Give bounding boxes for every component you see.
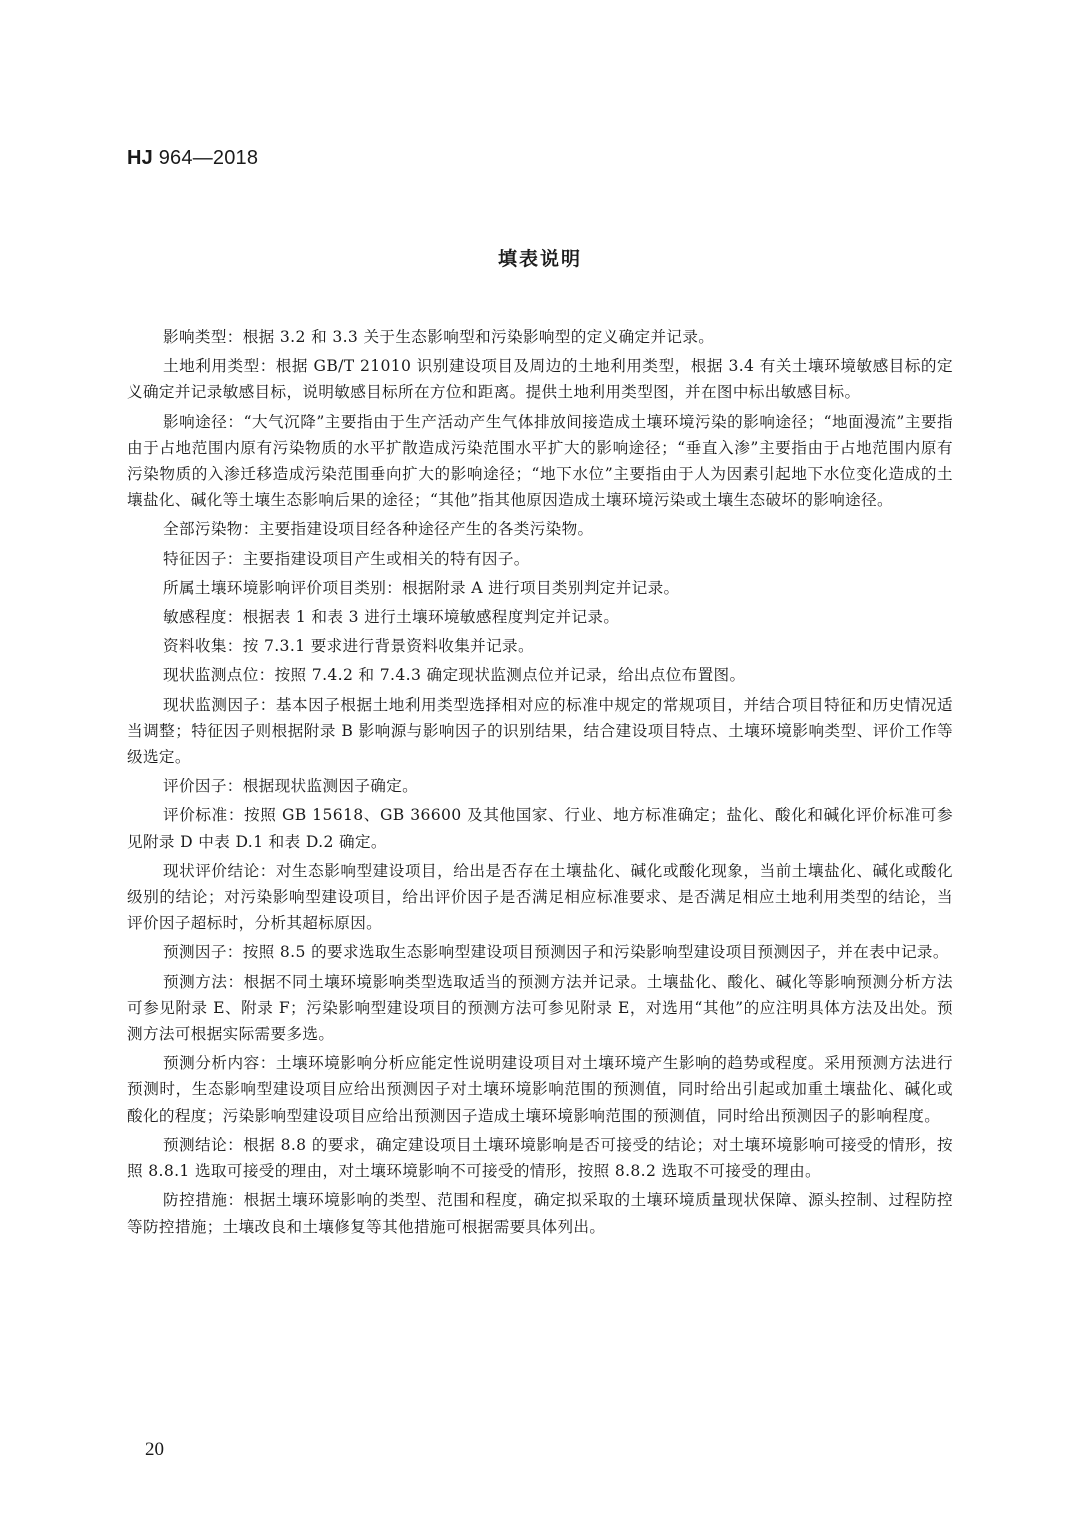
body-text (127, 324, 953, 1243)
paragraph-evaluation-standards: 评价标准：按照 GB 15618、GB 36600 及其他国家、行业、地方标准确定；盐化、酸化和碱化评价标准可参见附录 D 中表 D.1 和表 D.2 确定。 (127, 806, 953, 851)
standard-code: HJ (127, 147, 153, 169)
standard-number: 964—2018 (152, 147, 259, 169)
paragraph-status-conclusion: 现状评价结论：对生态影响型建设项目，给出是否存在土壤盐化、碱化或酸化现象，当前土壤盐化、碱化或酸化级别的结论；对污染影响型建设项目，给出评价因子是否满足相应标准要求、是否满足相应土地利用类型的结论，当评价因子超标时，分析其超标原因。 (127, 861, 953, 933)
paragraph-monitoring-points: 现状监测点位：按照 7.4.2 和 7.4.3 确定现状监测点位并记录，给出点位布置图。 (163, 666, 746, 685)
paragraph-impact-type: 影响类型：根据 3.2 和 3.3 关于生态影响型和污染影响型的定义确定并记录。 (163, 328, 715, 346)
document-header (127, 146, 258, 170)
paragraph-monitoring-factors: 现状监测因子：基本因子根据土地利用类型选择相对应的标准中规定的常规项目，并结合项目特征和历史情况适当调整；特征因子则根据附录 B 影响源与影响因子的识别结果，结合建设项目特点、土壤环境影响类型、评价工作等级选定。 (127, 695, 953, 767)
paragraph-prediction-conclusion: 预测结论：根据 8.8 的要求，确定建设项目土壤环境影响是否可接受的结论；对土壤环境影响可接受的情形，按照 8.8.1 选取可接受的理由，对土壤环境影响不可接受的情形，按照 8.8.2 选取不可接受的理由。 (127, 1135, 953, 1181)
paragraph-data-collection: 资料收集：按 7.3.1 要求进行背景资料收集并记录。 (163, 637, 534, 656)
paragraph-land-use-type: 土地利用类型：根据 GB/T 21010 识别建设项目及周边的土地利用类型，根据 3.4 有关土壤环境敏感目标的定义确定并记录敏感目标，说明敏感目标所在方位和距离。提供土地利用类型图，并在图中标出敏感目标。 (127, 357, 953, 402)
paragraph-all-pollutants: 全部污染物：主要指建设项目经各种途径产生的各类污染物。 (163, 520, 594, 539)
paragraph-evaluation-factors: 评价因子：根据现状监测因子确定。 (163, 777, 419, 796)
paragraph-prediction-methods: 预测方法：根据不同土壤环境影响类型选取适当的预测方法并记录。土壤盐化、酸化、碱化等影响预测分析方法可参见附录 E、附录 F；污染影响型建设项目的预测方法可参见附录 E，对选用“其他”的应注明具体方法及出处。预测方法可根据实际需要多选。 (127, 972, 953, 1044)
paragraph-prediction-factors: 预测因子：按照 8.5 的要求选取生态影响型建设项目预测因子和污染影响型建设项目预测因子，并在表中记录。 (163, 943, 949, 962)
paragraph-impact-pathway: 影响途径：“大气沉降”主要指由于生产活动产生气体排放间接造成土壤环境污染的影响途径；“地面漫流”主要指由于占地范围内原有污染物质的水平扩散造成污染范围水平扩大的影响途径；“垂直入渗”主要指由于占地范围内原有污染物质的入渗迁移造成污染范围垂向扩大的影响途径；“地下水位”主要指由于人为因素引起地下水位变化造成的土壤盐化、碱化等土壤生态影响后果的途径；“其他”指其他原因造成土壤环境污染或土壤生态破坏的影响途径。 (127, 412, 953, 510)
page-title: 填表说明 (497, 248, 582, 270)
paragraph-prediction-analysis: 预测分析内容：土壤环境影响分析应能定性说明建设项目对土壤环境产生影响的趋势或程度。采用预测方法进行预测时，生态影响型建设项目应给出预测因子对土壤环境影响范围的预测值，同时给出引起或加重土壤盐化、碱化或酸化的程度；污染影响型建设项目应给出预测因子造成土壤环境影响范围的预测值，同时给出预测因子的影响程度。 (127, 1054, 953, 1125)
paragraph-control-measures: 防控措施：根据土壤环境影响的类型、范围和程度，确定拟采取的土壤环境质量现状保障、源头控制、过程防控等防控措施；土壤改良和土壤修复等其他措施可根据需要具体列出。 (127, 1191, 953, 1236)
paragraph-project-category: 所属土壤环境影响评价项目类别：根据附录 A 进行项目类别判定并记录。 (163, 578, 680, 597)
page-number: 20 (145, 1439, 164, 1460)
paragraph-characteristic-factors: 特征因子：主要指建设项目产生或相关的特有因子。 (163, 549, 530, 568)
paragraph-sensitivity: 敏感程度：根据表 1 和表 3 进行土壤环境敏感程度判定并记录。 (163, 608, 620, 627)
